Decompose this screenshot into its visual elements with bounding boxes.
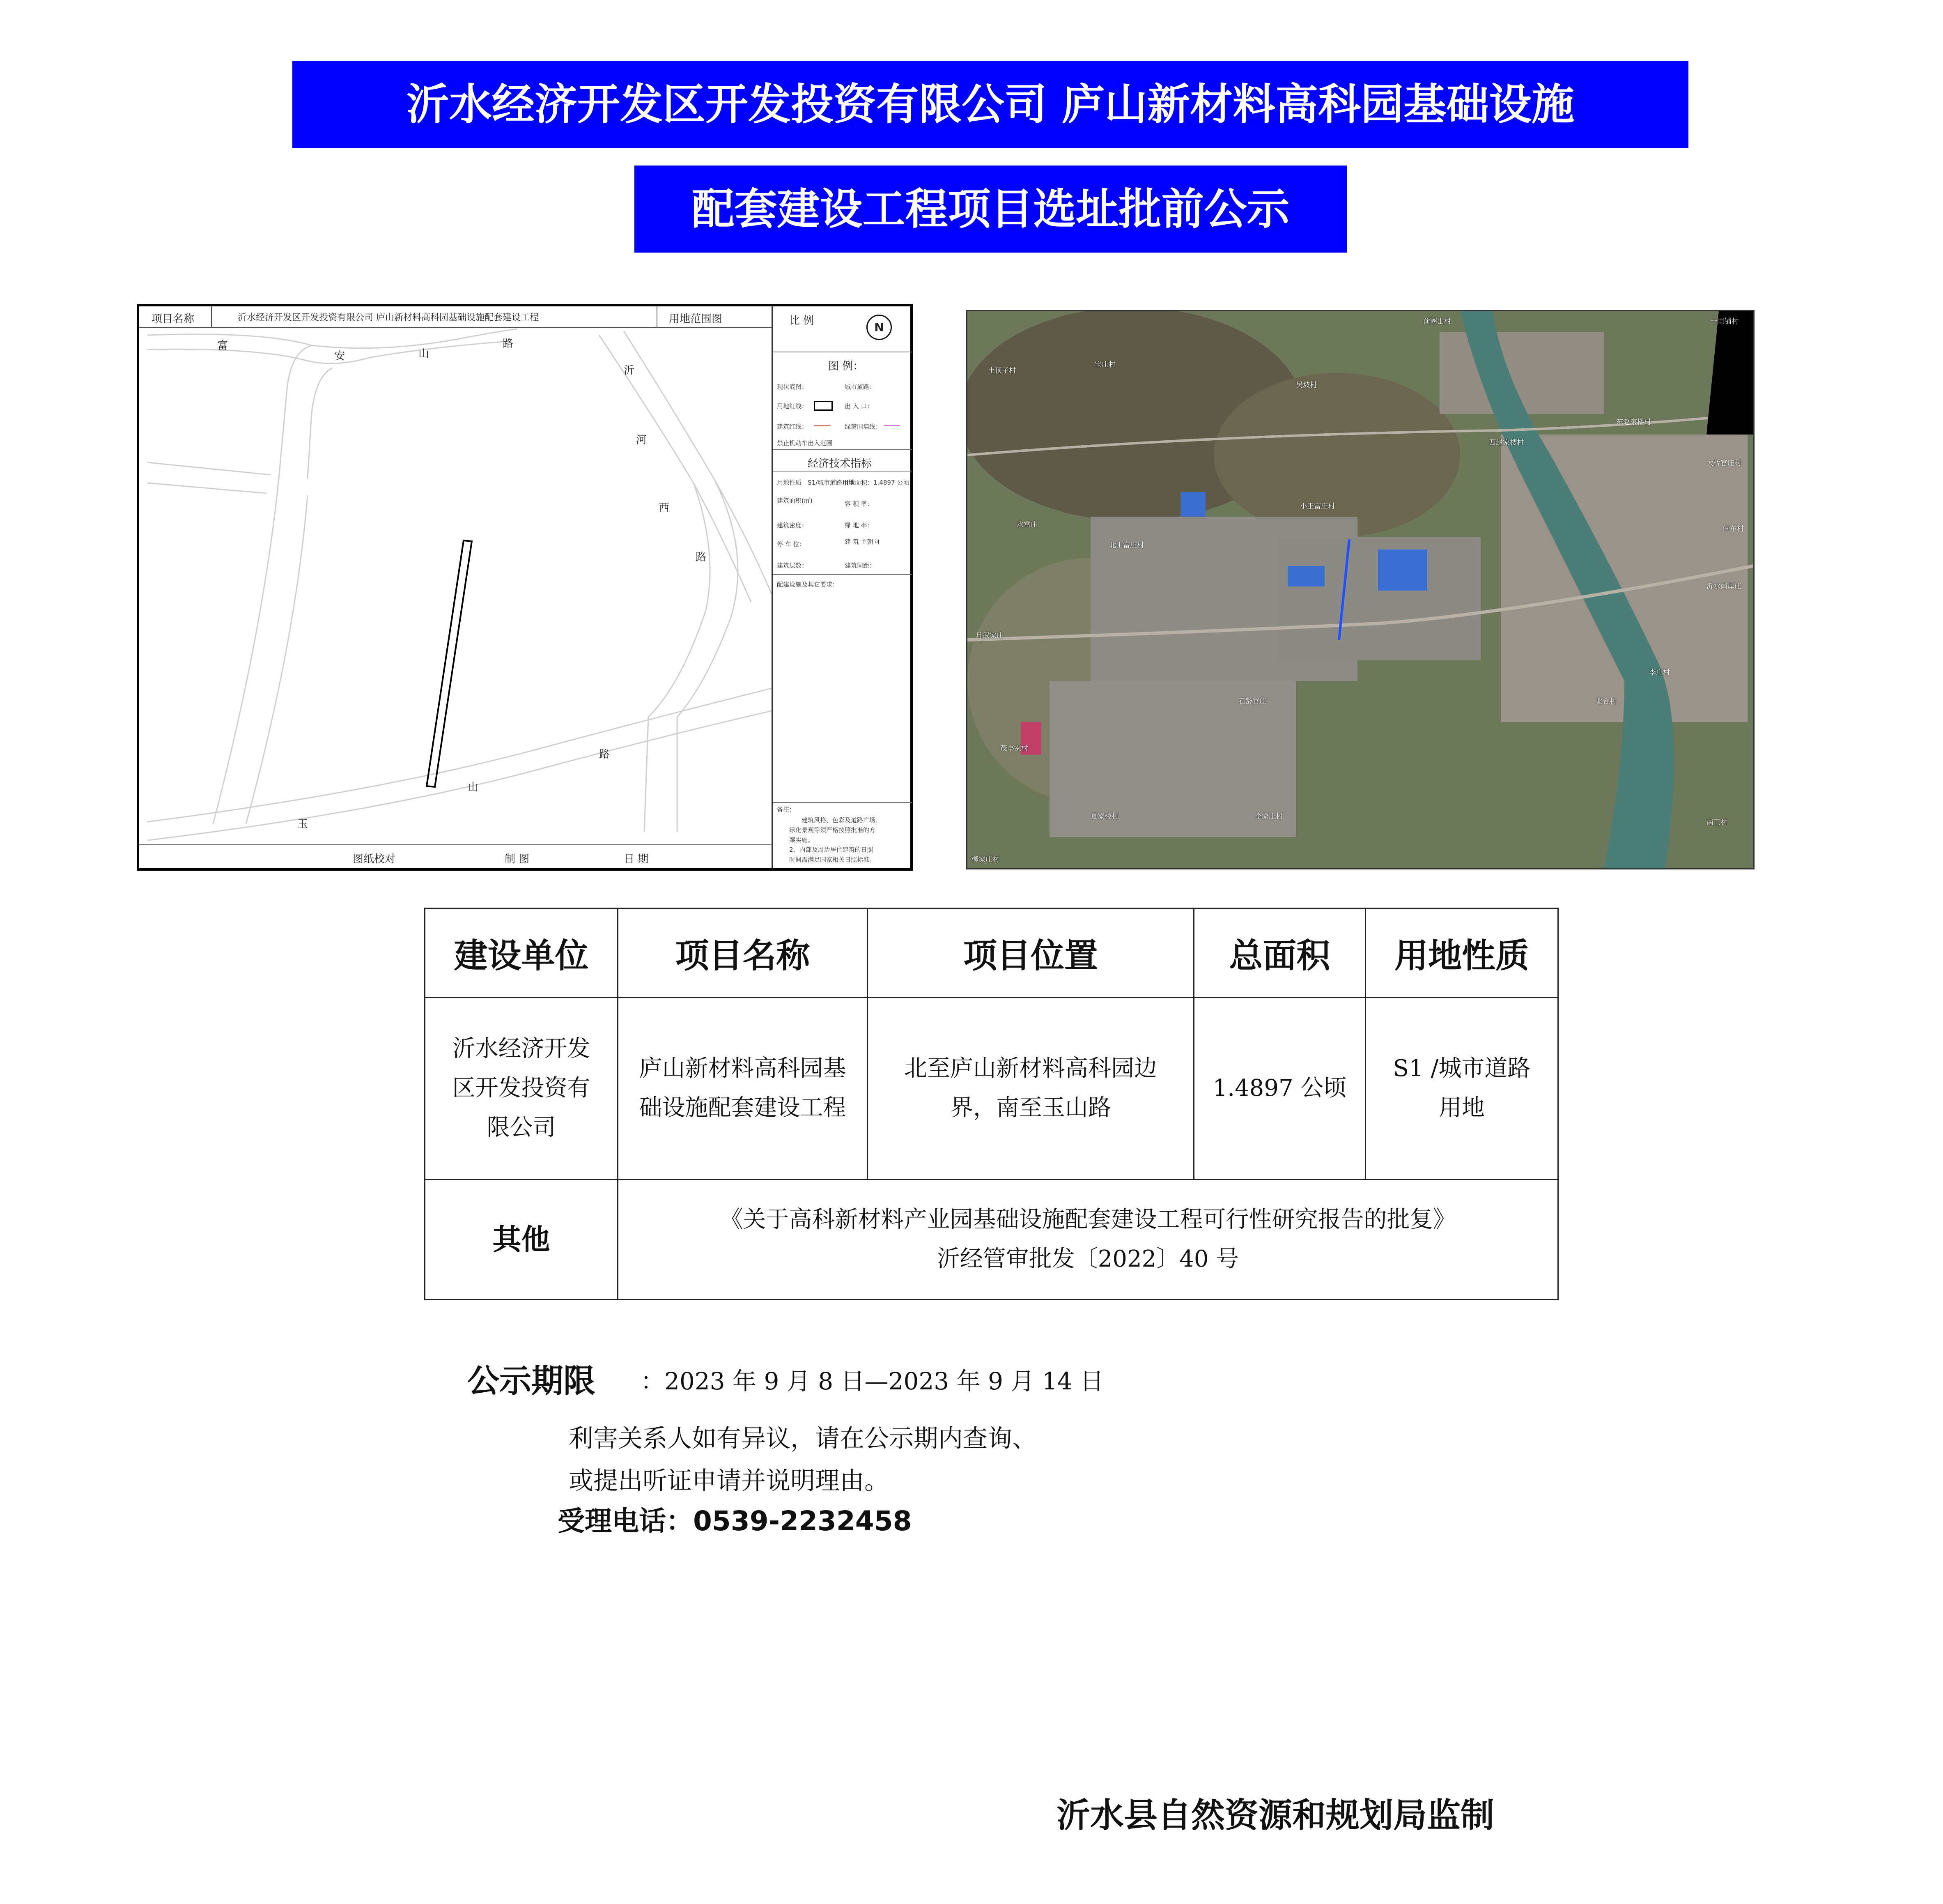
village-label: 闫东村 <box>1723 525 1744 533</box>
road-label: 路 <box>696 551 707 563</box>
village-label: 小王富庄村 <box>1300 502 1335 510</box>
satellite-image <box>966 310 1755 869</box>
indicators-bottom-divider <box>773 573 912 575</box>
note-line: 时间需满足国家相关日照标准。 <box>789 856 876 863</box>
contact-phone: 受理电话：0539-2232458 <box>558 1505 912 1537</box>
project-name-value: 沂水经济开发区开发投资有限公司 庐山新材料高科园基础设施配套建设工程 <box>238 313 539 323</box>
road-label: 沂 <box>624 364 635 377</box>
legend-item: 用地红线： <box>777 402 808 410</box>
notice-line-2: 或提出听证申请并说明理由。 <box>569 1467 889 1495</box>
indicator: 配建设施及其它要求： <box>777 581 839 588</box>
header-land-use: 用地性质 <box>1366 908 1558 998</box>
village-label: 西赵家楼村 <box>1489 439 1524 447</box>
scale-label: 比 例 <box>789 315 814 327</box>
red-line-swatch-icon <box>814 425 830 426</box>
site-plan-map <box>137 304 913 871</box>
cell-total-area: 1.4897 公顷 <box>1194 998 1366 1180</box>
header-location: 项目位置 <box>868 908 1194 998</box>
legend-item: 城市道路： <box>845 383 876 391</box>
indicator: 用地性质 <box>777 479 802 486</box>
legend-panel <box>772 306 912 868</box>
note-line: 建筑风格、色彩及道路广场、 <box>802 816 882 824</box>
boundary-swatch-icon <box>814 401 833 411</box>
village-label: 土顶子村 <box>988 367 1016 375</box>
road-label: 河 <box>636 434 647 446</box>
village-label: 北合村 <box>1596 697 1617 706</box>
indicator: 建 筑 主朝向 <box>845 538 880 545</box>
road-label: 富 <box>217 340 228 352</box>
cell-location: 北至庐山新材料高科园边 界，南至玉山路 <box>868 998 1194 1180</box>
village-label: 李庄村 <box>1649 669 1670 677</box>
footer-draw: 制 图 <box>505 853 530 865</box>
indicator: 容 积 率： <box>845 500 873 508</box>
supervising-authority: 沂水县自然资源和规划局监制 <box>1056 1796 1495 1835</box>
village-label: 李家庄村 <box>1255 812 1283 821</box>
village-label: 北山富庄村 <box>1109 541 1144 550</box>
village-label: 十里铺村 <box>1711 317 1739 326</box>
village-label: 吴坡村 <box>1296 381 1317 389</box>
footer-date: 日 期 <box>624 853 649 865</box>
header-project-name: 项目名称 <box>618 908 868 998</box>
village-label: 宝庄村 <box>1095 361 1116 369</box>
indicator: 建筑密度： <box>777 522 808 529</box>
indicator: S1/城市道路用地 <box>808 479 855 486</box>
road-drawing <box>139 306 772 849</box>
green-line-swatch-icon <box>884 425 900 426</box>
indicator: 用地面积：1.4897 公顷 <box>843 479 909 486</box>
village-label: 石龄官庄 <box>1238 697 1266 706</box>
road-label: 路 <box>599 748 610 761</box>
indicators-title: 经济技术指标 <box>808 458 872 470</box>
note-line: 2、内部及周边居住建筑的日照 <box>789 846 873 853</box>
legend-item: 建筑红线： <box>777 423 808 430</box>
legend-divider <box>773 448 912 450</box>
project-name-label: 项目名称 <box>152 313 195 325</box>
village-label: 柳家庄村 <box>972 855 999 864</box>
road-label: 山 <box>418 348 429 360</box>
village-label: 水富庄 <box>1017 521 1038 529</box>
legend-item: 绿篱围墙线： <box>845 423 882 430</box>
legend-item: 禁止机动车出入范围 <box>777 439 833 447</box>
north-arrow-icon: N <box>866 315 892 340</box>
notice-line-1: 利害关系人如有异议，请在公示期内查询、 <box>569 1424 1037 1453</box>
publicity-period-label: 公示期限 <box>467 1363 596 1400</box>
note-line: 案实施。 <box>789 836 814 844</box>
indicator: 绿 地 率： <box>845 522 873 529</box>
road-label: 山 <box>468 781 479 793</box>
drawing-type: 用地范围图 <box>669 313 723 325</box>
cell-project-name: 庐山新材料高科园基 础设施配套建设工程 <box>618 998 868 1180</box>
village-label: 夏家楼村 <box>1091 812 1118 821</box>
indicators-divider <box>773 471 912 472</box>
map-footer-divider <box>139 844 772 845</box>
village-label: 南王村 <box>1706 819 1727 827</box>
legend-item: 现状底图： <box>777 383 808 391</box>
title-line-2: 配套建设工程项目选址批前公示 <box>634 166 1347 253</box>
village-label: 月武家庄 <box>976 632 1004 640</box>
road-label: 安 <box>334 350 345 362</box>
village-label: 前圈山村 <box>1423 317 1451 326</box>
satellite-picture <box>967 311 1753 868</box>
indicator: 建筑面积(㎡) <box>777 497 813 504</box>
village-label: 沂水南岸庄 <box>1706 582 1741 591</box>
notes-divider <box>773 801 912 803</box>
other-content: 《关于高科新材料产业园基础设施配套建设工程可行性研究报告的批复》 沂经管审批发〔2022〕40 号 <box>618 1180 1558 1300</box>
legend-title: 图 例： <box>828 360 864 373</box>
village-label: 茂亭家村 <box>1000 745 1028 753</box>
indicator: 停 车 位： <box>777 540 806 548</box>
cell-land-use: S1 /城市道路 用地 <box>1366 998 1558 1180</box>
indicator: 建筑层数： <box>777 562 808 569</box>
road-label: 玉 <box>297 818 308 830</box>
notes-label: 备注： <box>777 806 796 813</box>
header-total-area: 总面积 <box>1194 908 1366 998</box>
legend-item: 出 入 口： <box>845 402 873 410</box>
road-label: 西 <box>659 502 670 514</box>
project-info-table <box>424 908 1559 1300</box>
cell-builder: 沂水经济开发 区开发投资有 限公司 <box>425 998 618 1180</box>
road-label: 路 <box>503 338 514 350</box>
footer-check: 图纸校对 <box>353 853 396 865</box>
village-label: 大桥官庄村 <box>1706 459 1741 467</box>
title-line-1: 沂水经济开发区开发投资有限公司 庐山新材料高科园基础设施 <box>292 61 1688 148</box>
indicator: 建筑间距： <box>845 562 876 569</box>
village-label: 东赵家楼村 <box>1616 418 1651 426</box>
site-boundary <box>427 540 472 787</box>
other-label: 其他 <box>425 1180 618 1300</box>
publicity-period-value: ：2023 年 9 月 8 日—2023 年 9 月 14 日 <box>641 1367 1104 1395</box>
note-line: 绿化景观等须严格按照批准的方 <box>789 826 876 834</box>
header-builder: 建设单位 <box>425 908 618 998</box>
